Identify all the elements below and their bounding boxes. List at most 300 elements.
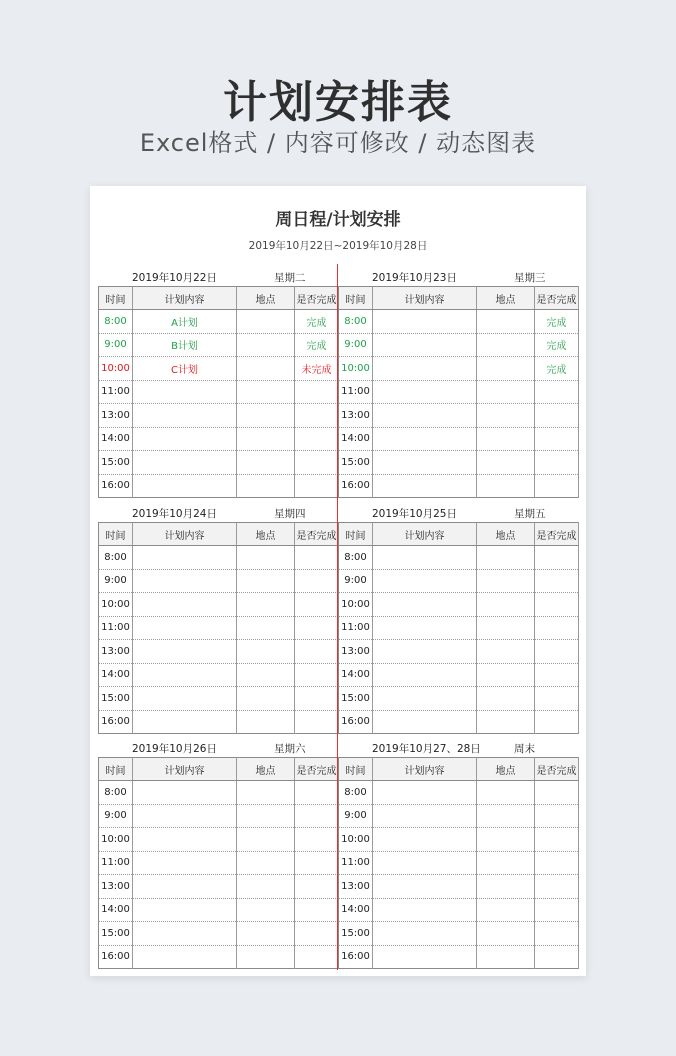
status-cell[interactable] [535,804,579,828]
status-cell[interactable] [535,945,579,969]
plan-cell[interactable] [373,404,477,428]
place-cell[interactable] [237,451,295,475]
day-weekday: 星期六 [274,743,306,755]
table-row [99,851,339,875]
plan-cell[interactable] [373,945,477,969]
time-cell[interactable]: 8:00 [99,546,133,570]
place-cell[interactable] [237,380,295,404]
place-cell[interactable] [477,404,535,428]
time-cell[interactable]: 16:00 [99,945,133,969]
place-cell[interactable] [237,357,295,381]
place-cell[interactable] [237,616,295,640]
status-cell[interactable] [535,427,579,451]
time-cell[interactable]: 13:00 [99,875,133,899]
table-row [339,474,579,498]
plan-cell[interactable] [373,593,477,617]
time-cell[interactable]: 16:00 [99,474,133,498]
status-cell[interactable] [295,404,339,428]
status-cell[interactable] [535,851,579,875]
time-cell[interactable]: 16:00 [339,945,373,969]
status-cell[interactable] [295,474,339,498]
plan-cell[interactable]: B计划 [133,333,237,357]
plan-cell[interactable] [373,875,477,899]
time-cell[interactable]: 10:00 [339,593,373,617]
status-cell[interactable] [535,451,579,475]
time-header: 时间 [339,287,373,310]
day-date: 2019年10月22日 [132,272,217,284]
time-cell[interactable]: 11:00 [339,616,373,640]
status-cell[interactable] [535,663,579,687]
time-cell[interactable]: 8:00 [339,781,373,805]
place-cell[interactable] [477,380,535,404]
status-cell[interactable] [295,851,339,875]
time-header: 时间 [99,523,133,546]
place-cell[interactable] [477,851,535,875]
place-cell[interactable] [237,781,295,805]
table-row [99,781,339,805]
time-cell[interactable]: 11:00 [339,851,373,875]
day-schedule-table [338,286,579,498]
table-row [339,875,579,899]
table-header-row [99,758,339,781]
status-cell[interactable] [535,781,579,805]
table-row [339,640,579,664]
time-cell[interactable]: 15:00 [99,687,133,711]
plan-cell[interactable] [373,663,477,687]
table-row [99,710,339,734]
place-cell[interactable] [237,333,295,357]
plan-cell[interactable] [373,640,477,664]
place-header: 地点 [237,523,295,546]
time-cell[interactable]: 16:00 [99,710,133,734]
status-header: 是否完成 [535,758,579,781]
plan-cell[interactable] [133,546,237,570]
time-header: 时间 [339,758,373,781]
plan-cell[interactable] [373,380,477,404]
place-cell[interactable] [237,640,295,664]
plan-cell[interactable] [133,851,237,875]
place-cell[interactable] [477,781,535,805]
plan-cell[interactable] [373,357,477,381]
status-cell[interactable] [535,640,579,664]
time-cell[interactable]: 13:00 [99,640,133,664]
plan-cell[interactable] [373,546,477,570]
status-cell[interactable] [295,546,339,570]
day-header [338,500,578,522]
place-cell[interactable] [237,804,295,828]
plan-cell[interactable]: A计划 [133,310,237,334]
table-row [99,357,339,381]
day-schedule-table [338,757,579,969]
status-cell[interactable] [535,616,579,640]
place-cell[interactable] [477,922,535,946]
table-row [339,945,579,969]
table-row [339,310,579,334]
table-row [99,427,339,451]
status-cell[interactable] [295,451,339,475]
center-divider [337,264,338,970]
place-cell[interactable] [477,898,535,922]
place-cell[interactable] [237,828,295,852]
place-cell[interactable] [237,710,295,734]
plan-cell[interactable] [133,569,237,593]
place-cell[interactable] [477,427,535,451]
plan-cell[interactable] [133,404,237,428]
table-row [339,922,579,946]
time-cell[interactable]: 9:00 [99,804,133,828]
status-header: 是否完成 [535,523,579,546]
time-cell[interactable]: 10:00 [339,828,373,852]
time-cell[interactable]: 13:00 [339,640,373,664]
day-header [98,264,338,286]
day-schedule-table [98,286,339,498]
time-cell[interactable]: 16:00 [339,710,373,734]
plan-cell[interactable] [373,898,477,922]
place-header: 地点 [237,758,295,781]
day-date: 2019年10月27、28日 [372,743,481,755]
time-cell[interactable]: 8:00 [99,781,133,805]
table-row [99,593,339,617]
time-cell[interactable]: 15:00 [339,451,373,475]
plan-cell[interactable] [133,945,237,969]
plan-header: 计划内容 [373,523,477,546]
plan-cell[interactable] [133,828,237,852]
day-header [98,735,338,757]
time-cell[interactable]: 14:00 [99,898,133,922]
table-row [99,333,339,357]
place-cell[interactable] [237,851,295,875]
table-header-row [99,287,339,310]
day-weekday: 星期三 [514,272,546,284]
day-schedule-table [338,522,579,734]
table-row [99,380,339,404]
table-row [339,593,579,617]
time-cell[interactable]: 16:00 [339,474,373,498]
time-cell[interactable]: 15:00 [99,451,133,475]
time-cell[interactable]: 11:00 [99,616,133,640]
day-weekday: 周末 [514,743,535,755]
time-header: 时间 [99,758,133,781]
schedule-sheet [90,186,586,976]
status-cell[interactable] [295,804,339,828]
table-row [339,546,579,570]
place-cell[interactable] [477,569,535,593]
place-cell[interactable] [477,333,535,357]
plan-cell[interactable] [373,333,477,357]
status-cell[interactable] [535,828,579,852]
plan-cell[interactable] [133,616,237,640]
place-cell[interactable] [477,546,535,570]
status-cell[interactable] [535,380,579,404]
status-cell[interactable] [295,710,339,734]
time-cell[interactable]: 14:00 [99,663,133,687]
place-header: 地点 [237,287,295,310]
status-cell[interactable]: 完成 [535,357,579,381]
table-row [99,474,339,498]
time-cell[interactable]: 15:00 [339,687,373,711]
table-row [99,804,339,828]
table-header-row [339,287,579,310]
status-cell[interactable] [295,875,339,899]
table-row [339,616,579,640]
time-cell[interactable]: 10:00 [99,828,133,852]
day-schedule-table [98,757,339,969]
table-row [339,851,579,875]
plan-header: 计划内容 [133,523,237,546]
time-cell[interactable]: 9:00 [339,804,373,828]
time-cell[interactable]: 14:00 [339,663,373,687]
table-row [99,546,339,570]
status-cell[interactable] [295,922,339,946]
time-cell[interactable]: 8:00 [339,310,373,334]
place-cell[interactable] [237,687,295,711]
date-range: 2019年10月22日~2019年10月28日 [248,240,428,252]
table-row [99,875,339,899]
plan-header: 计划内容 [373,758,477,781]
time-header: 时间 [339,523,373,546]
place-cell[interactable] [477,828,535,852]
time-cell[interactable]: 10:00 [339,357,373,381]
status-cell[interactable]: 完成 [295,310,339,334]
time-cell[interactable]: 9:00 [99,333,133,357]
page-title: 周日程/计划安排 [275,210,401,230]
table-header-row [339,758,579,781]
place-cell[interactable] [477,687,535,711]
plan-cell[interactable] [133,922,237,946]
place-cell[interactable] [237,593,295,617]
time-cell[interactable]: 8:00 [339,546,373,570]
time-cell[interactable]: 11:00 [339,380,373,404]
status-header: 是否完成 [295,758,339,781]
time-cell[interactable]: 9:00 [99,569,133,593]
table-row [339,663,579,687]
place-cell[interactable] [237,922,295,946]
place-cell[interactable] [237,310,295,334]
status-cell[interactable]: 完成 [535,333,579,357]
status-cell[interactable] [295,828,339,852]
time-header: 时间 [99,287,133,310]
place-cell[interactable] [237,546,295,570]
time-cell[interactable]: 11:00 [99,380,133,404]
status-cell[interactable] [535,569,579,593]
time-cell[interactable]: 8:00 [99,310,133,334]
place-header: 地点 [477,287,535,310]
status-cell[interactable] [535,710,579,734]
plan-header: 计划内容 [133,287,237,310]
time-cell[interactable]: 11:00 [99,851,133,875]
plan-cell[interactable] [373,616,477,640]
time-cell[interactable]: 14:00 [339,898,373,922]
time-cell[interactable]: 10:00 [99,357,133,381]
hero-title: 计划安排表 [223,77,453,128]
place-cell[interactable] [477,875,535,899]
status-header: 是否完成 [535,287,579,310]
place-cell[interactable] [477,663,535,687]
day-header [98,500,338,522]
place-cell[interactable] [477,357,535,381]
status-cell[interactable] [295,945,339,969]
status-cell[interactable] [535,687,579,711]
place-cell[interactable] [477,310,535,334]
plan-cell[interactable] [133,687,237,711]
table-row [99,451,339,475]
table-row [339,687,579,711]
plan-cell[interactable]: C计划 [133,357,237,381]
time-cell[interactable]: 10:00 [99,593,133,617]
table-row [99,640,339,664]
day-weekday: 星期二 [274,272,306,284]
time-cell[interactable]: 14:00 [99,427,133,451]
place-cell[interactable] [477,804,535,828]
status-cell[interactable] [535,898,579,922]
table-row [339,333,579,357]
status-cell[interactable]: 完成 [295,333,339,357]
place-cell[interactable] [237,569,295,593]
plan-cell[interactable] [133,781,237,805]
plan-cell[interactable] [133,804,237,828]
day-date: 2019年10月26日 [132,743,217,755]
status-cell[interactable] [535,546,579,570]
plan-cell[interactable] [373,851,477,875]
plan-cell[interactable] [133,875,237,899]
plan-cell[interactable] [133,427,237,451]
plan-cell[interactable] [373,687,477,711]
table-header-row [99,523,339,546]
place-cell[interactable] [477,710,535,734]
status-cell[interactable] [295,898,339,922]
status-cell[interactable] [295,640,339,664]
status-cell[interactable] [295,687,339,711]
table-row [339,451,579,475]
plan-cell[interactable] [133,640,237,664]
plan-cell[interactable] [373,710,477,734]
place-cell[interactable] [237,427,295,451]
table-row [339,828,579,852]
day-weekday: 星期四 [274,508,306,520]
place-header: 地点 [477,523,535,546]
time-cell[interactable]: 13:00 [99,404,133,428]
status-header: 是否完成 [295,287,339,310]
table-row [99,828,339,852]
table-row [99,945,339,969]
table-row [99,404,339,428]
day-header [338,735,578,757]
status-cell[interactable] [295,569,339,593]
plan-cell[interactable] [133,380,237,404]
table-header-row [339,523,579,546]
place-cell[interactable] [237,404,295,428]
place-cell[interactable] [477,451,535,475]
table-row [339,427,579,451]
day-date: 2019年10月25日 [372,508,457,520]
status-cell[interactable] [535,922,579,946]
table-row [339,404,579,428]
table-row [99,898,339,922]
plan-cell[interactable] [133,663,237,687]
table-row [99,310,339,334]
hero-subtitle: Excel格式 / 内容可修改 / 动态图表 [139,129,537,157]
place-cell[interactable] [237,474,295,498]
plan-cell[interactable] [133,474,237,498]
day-header [338,264,578,286]
time-cell[interactable]: 13:00 [339,875,373,899]
table-row [99,663,339,687]
plan-cell[interactable] [373,804,477,828]
plan-cell[interactable] [373,922,477,946]
place-cell[interactable] [237,663,295,687]
table-row [339,804,579,828]
plan-cell[interactable] [373,828,477,852]
table-row [99,922,339,946]
table-row [339,380,579,404]
time-cell[interactable]: 15:00 [339,922,373,946]
table-row [339,781,579,805]
place-cell[interactable] [477,474,535,498]
table-row [99,687,339,711]
time-cell[interactable]: 9:00 [339,333,373,357]
place-cell[interactable] [237,945,295,969]
place-cell[interactable] [477,616,535,640]
table-row [339,357,579,381]
status-header: 是否完成 [295,523,339,546]
time-cell[interactable]: 15:00 [99,922,133,946]
status-cell[interactable] [295,593,339,617]
table-row [339,710,579,734]
plan-cell[interactable] [373,451,477,475]
status-cell[interactable] [295,616,339,640]
table-row [339,898,579,922]
status-cell[interactable] [295,427,339,451]
plan-cell[interactable] [133,451,237,475]
status-cell[interactable] [295,380,339,404]
time-cell[interactable]: 9:00 [339,569,373,593]
day-date: 2019年10月24日 [132,508,217,520]
plan-cell[interactable] [373,569,477,593]
place-cell[interactable] [237,875,295,899]
plan-cell[interactable] [373,310,477,334]
status-cell[interactable] [295,663,339,687]
place-cell[interactable] [477,593,535,617]
place-cell[interactable] [237,898,295,922]
status-cell[interactable] [295,781,339,805]
plan-cell[interactable] [373,474,477,498]
plan-header: 计划内容 [373,287,477,310]
place-header: 地点 [477,758,535,781]
plan-cell[interactable] [133,593,237,617]
plan-header: 计划内容 [133,758,237,781]
day-date: 2019年10月23日 [372,272,457,284]
status-cell[interactable] [535,593,579,617]
status-cell[interactable] [535,404,579,428]
plan-cell[interactable] [133,710,237,734]
place-cell[interactable] [477,945,535,969]
place-cell[interactable] [477,640,535,664]
status-cell[interactable] [535,875,579,899]
time-cell[interactable]: 14:00 [339,427,373,451]
table-row [99,616,339,640]
plan-cell[interactable] [133,898,237,922]
status-cell[interactable]: 完成 [535,310,579,334]
status-cell[interactable]: 未完成 [295,357,339,381]
plan-cell[interactable] [373,781,477,805]
day-weekday: 星期五 [514,508,546,520]
table-row [339,569,579,593]
plan-cell[interactable] [373,427,477,451]
day-schedule-table [98,522,339,734]
status-cell[interactable] [535,474,579,498]
time-cell[interactable]: 13:00 [339,404,373,428]
table-row [99,569,339,593]
